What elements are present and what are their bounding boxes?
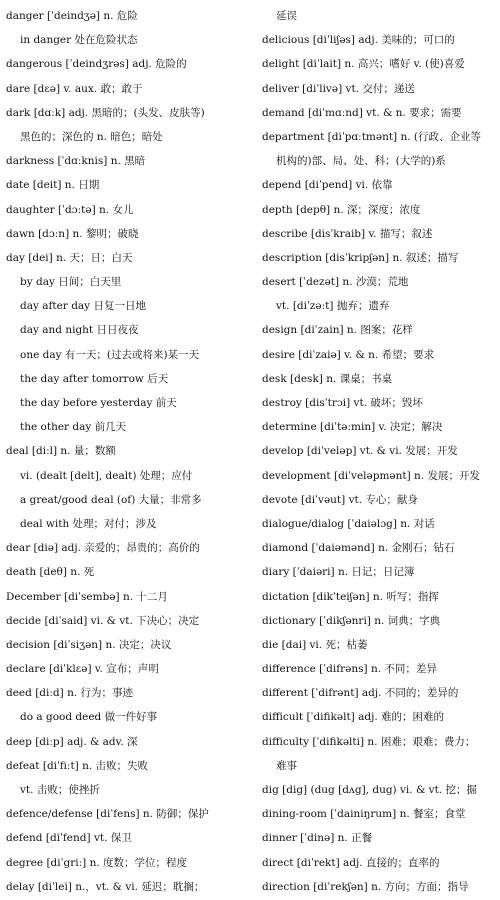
- dictionary-entry: design [diˈzain] n. 图案；花样: [262, 324, 413, 337]
- dictionary-entry: difficult [ˈdifikəlt] adj. 难的；困难的: [262, 711, 445, 724]
- dictionary-entry: dawn [dɔːn] n. 黎明；破晓: [6, 227, 139, 240]
- entry-subline: in danger 处在危险状态: [20, 34, 138, 47]
- entry-subline: do a good deed 做一件好事: [20, 711, 158, 724]
- dictionary-entry: description [disˈkripʃən] n. 叙述；描写: [262, 251, 459, 264]
- dictionary-entry: develop [diˈveləp] vt. & vi. 发展；开发: [262, 445, 458, 458]
- right-column: [262, 4, 498, 899]
- entry-subline: by day 日间；白天里: [20, 276, 122, 289]
- dictionary-entry: depth [depθ] n. 深；深度；浓度: [262, 203, 421, 216]
- left-column: [6, 4, 246, 899]
- entry-subline: 延误: [276, 10, 297, 22]
- dictionary-entry: defence/defense [diˈfens] n. 防御；保护: [6, 808, 209, 821]
- dictionary-entry: direct [diˈrekt] adj. 直接的；直率的: [262, 856, 440, 869]
- dictionary-entry: describe [disˈkraib] v. 描写；叙述: [262, 227, 433, 240]
- dictionary-entry: defend [diˈfend] vt. 保卫: [6, 832, 132, 845]
- dictionary-entry: devote [diˈvəut] vt. 专心；献身: [262, 493, 418, 506]
- dictionary-entry: December [diˈsembə] n. 十二月: [6, 590, 168, 603]
- dictionary-entry: dinner [ˈdinə] n. 正餐: [262, 832, 373, 845]
- dictionary-entry: desk [desk] n. 课桌；书桌: [262, 372, 393, 385]
- dictionary-entry: death [deθ] n. 死: [6, 566, 95, 579]
- dictionary-entry: declare [diˈklɛə] v. 宣布；声明: [6, 663, 159, 676]
- entry-subline: vt. 击败；使挫折: [20, 784, 100, 796]
- entry-subline: 机构的)部、局、处、科；(大学的)系: [276, 155, 446, 168]
- entry-subline: the other day 前几天: [20, 421, 127, 434]
- dictionary-entry: demand [diˈmɑːnd] vt. & n. 要求；需要: [262, 106, 462, 119]
- dictionary-entry: deed [diːd] n. 行为；事迹: [6, 687, 134, 700]
- dictionary-entry: dangerous [ˈdeindʒrəs] adj. 危险的: [6, 58, 187, 71]
- entry-subline: deal with 处理；对付；涉及: [20, 517, 157, 530]
- dictionary-entry: diamond [ˈdaiəmənd] n. 金刚石；钻石: [262, 542, 455, 555]
- entry-subline: vi. (dealt [delt], dealt) 处理；应付: [20, 469, 193, 482]
- dictionary-entry: diary [ˈdaiəri] n. 日记；日记簿: [262, 566, 415, 579]
- dictionary-entry: dictionary [ˈdikʃənri] n. 词典；字典: [262, 614, 441, 627]
- dictionary-entry: difficulty [ˈdifikəlti] n. 困难；艰难；费力；: [262, 735, 476, 748]
- dictionary-entry: development [diˈveləpmənt] n. 发展；开发: [262, 469, 480, 482]
- dictionary-entry: dear [diə] adj. 亲爱的；昂贵的；高价的: [6, 542, 200, 555]
- dictionary-entry: defeat [diˈfiːt] n. 击败；失败: [6, 759, 149, 772]
- entry-subline: 黑色的；深色的 n. 暗色；暗处: [20, 130, 163, 143]
- dictionary-entry: desire [diˈzaiə] v. & n. 希望；要求: [262, 348, 435, 361]
- dictionary-entry: decide [diˈsaid] vi. & vt. 下决心；决定: [6, 614, 200, 627]
- dictionary-entry: destroy [disˈtrɔi] vt. 破坏；毁坏: [262, 397, 423, 409]
- entry-subline: one day 有一天；(过去或将来)某一天: [20, 348, 200, 361]
- dictionary-entry: delicious [diˈliʃəs] adj. 美味的；可口的: [262, 34, 455, 47]
- entry-subline: vt. [diˈzəːt] 抛弃；遗弃: [276, 300, 390, 313]
- dictionary-entry: dark [dɑːk] adj. 黑暗的；(头发、皮肤等): [6, 106, 205, 119]
- dictionary-entry: desert [ˈdezət] n. 沙漠；荒地: [262, 276, 409, 289]
- dictionary-entry: dialogue/dialog [ˈdaiəlɔg] n. 对话: [262, 517, 435, 530]
- dictionary-entry: dictation [dikˈteiʃən] n. 听写；指挥: [262, 590, 439, 603]
- dictionary-entry: department [diˈpɑːtmənt] n. (行政、企业等: [262, 130, 482, 143]
- entry-subline: day and night 日日夜夜: [20, 324, 139, 337]
- dictionary-entry: die [dai] vi. 死；枯萎: [262, 638, 368, 651]
- entry-subline: day after day 日复一日地: [20, 300, 146, 313]
- dictionary-entry: day [dei] n. 天；日；白天: [6, 251, 133, 264]
- dictionary-entry: determine [diˈtəːmin] v. 决定；解决: [262, 421, 443, 434]
- dictionary-entry: difference [ˈdifrəns] n. 不同；差异: [262, 663, 437, 676]
- dictionary-entry: direction [diˈrekʃən] n. 方向；方面；指导: [262, 880, 469, 893]
- dictionary-entry: danger [ˈdeindʒə] n. 危险: [6, 10, 138, 22]
- dictionary-entry: delay [diˈlei] n.，vt. & vi. 延迟；耽搁；: [6, 880, 205, 893]
- dictionary-entry: delight [diˈlait] n. 高兴；嗜好 v. (使)喜爱: [262, 58, 465, 71]
- dictionary-entry: date [deit] n. 日期: [6, 179, 100, 192]
- dictionary-entry: depend [diˈpend] vi. 依靠: [262, 179, 393, 192]
- dictionary-entry: darkness [ˈdɑːknis] n. 黑暗: [6, 155, 146, 168]
- entry-subline: a great/good deal (of) 大量；非常多: [20, 493, 202, 506]
- dictionary-entry: daughter [ˈdɔːtə] n. 女儿: [6, 203, 134, 216]
- entry-subline: the day after tomorrow 后天: [20, 372, 169, 385]
- dictionary-entry: dare [dɛə] v. aux. 敢；敢于: [6, 82, 143, 95]
- dictionary-entry: different [ˈdifrənt] adj. 不同的；差异的: [262, 687, 459, 700]
- dictionary-entry: degree [diˈgriː] n. 度数；学位；程度: [6, 856, 188, 869]
- dictionary-entry: dig [dig] (dug [dʌg], dug) vi. & vt. 挖；掘: [262, 784, 477, 796]
- dictionary-entry: deal [diːl] n. 量；数额: [6, 445, 116, 458]
- dictionary-entry: decision [diˈsiʒən] n. 决定；决议: [6, 638, 172, 651]
- entry-subline: 难事: [276, 759, 297, 772]
- dictionary-entry: dining-room [ˈdainiŋrum] n. 餐室；食堂: [262, 808, 466, 821]
- entry-subline: the day before yesterday 前天: [20, 397, 177, 409]
- dictionary-entry: deep [diːp] adj. & adv. 深: [6, 735, 138, 748]
- dictionary-entry: deliver [diˈlivə] vt. 交付；递送: [262, 82, 415, 95]
